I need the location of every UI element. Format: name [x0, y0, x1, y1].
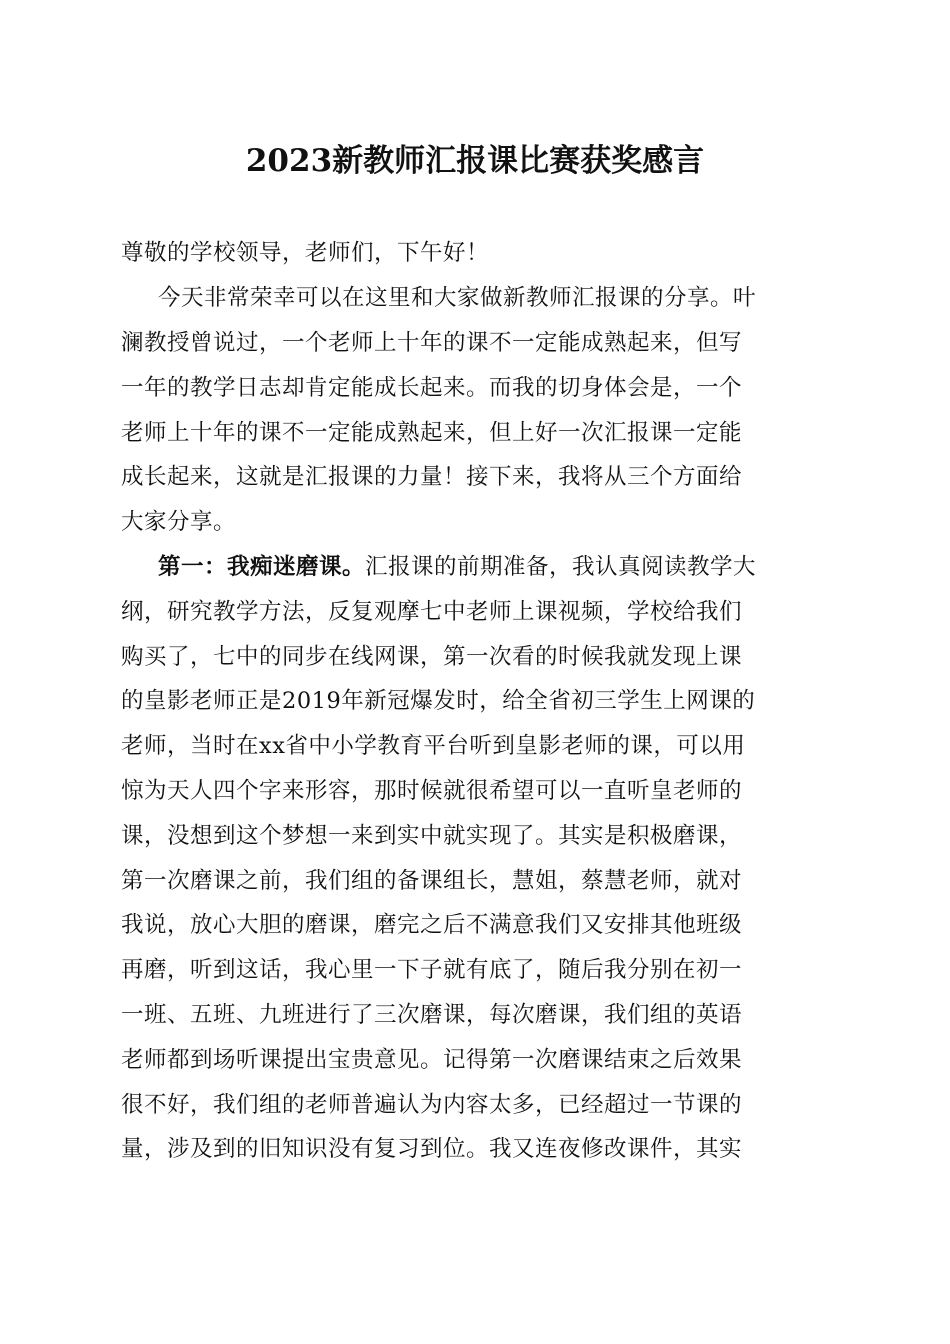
paragraph2-line-11: 一班、五班、九班进行了三次磨课，每次磨课，我们组的英语 — [121, 1002, 743, 1028]
paragraph1-line-6: 大家分享。 — [121, 509, 237, 535]
paragraph2-line-6: 惊为天人四个字来形容，那时候就很希望可以一直听皇老师的 — [121, 778, 743, 804]
paragraph2-line-1-text: 汇报课的前期准备，我认真阅读教学大 — [365, 554, 757, 580]
paragraph2-line-14: 量，涉及到的旧知识没有复习到位。我又连夜修改课件，其实 — [121, 1136, 743, 1162]
document-title: 2023新教师汇报课比赛获奖感言 — [245, 143, 705, 179]
paragraph2-line-5: 老师，当时在xx省中小学教育平台听到皇影老师的课，可以用 — [121, 733, 746, 759]
paragraph2-line-8: 第一次磨课之前，我们组的备课组长，慧姐，蔡慧老师，就对 — [121, 868, 743, 894]
paragraph2-line-7: 课，没想到这个梦想一来到实中就实现了。其实是积极磨课， — [121, 823, 743, 849]
paragraph2-line-4: 的皇影老师正是2019年新冠爆发时，给全省初三学生上网课的 — [121, 688, 756, 714]
paragraph1-line-5: 成长起来，这就是汇报课的力量！接下来，我将从三个方面给 — [121, 464, 743, 490]
greeting-line: 尊敬的学校领导，老师们，下午好！ — [121, 240, 490, 266]
paragraph2-line-2: 纲，研究教学方法，反复观摩七中老师上课视频，学校给我们 — [121, 599, 743, 625]
paragraph1-line-2: 澜教授曾说过，一个老师上十年的课不一定能成熟起来，但写 — [121, 330, 743, 356]
paragraph1-line-1: 今天非常荣幸可以在这里和大家做新教师汇报课的分享。叶 — [158, 285, 757, 311]
paragraph2-line-1 — [158, 552, 826, 582]
paragraph2-line-10: 再磨，听到这话，我心里一下子就有底了，随后我分别在初一 — [121, 957, 743, 983]
paragraph1-line-3: 一年的教学日志却肯定能成长起来。而我的切身体会是，一个 — [121, 375, 743, 401]
paragraph2-line-9: 我说，放心大胆的磨课，磨完之后不满意我们又安排其他班级 — [121, 912, 743, 938]
paragraph1-line-4: 老师上十年的课不一定能成熟起来，但上好一次汇报课一定能 — [121, 420, 743, 446]
section-heading: 第一：我痴迷磨课。 — [158, 554, 366, 580]
paragraph2-line-12: 老师都到场听课提出宝贵意见。记得第一次磨课结束之后效果 — [121, 1047, 743, 1073]
paragraph2-line-3: 购买了，七中的同步在线网课，第一次看的时候我就发现上课 — [121, 644, 743, 670]
paragraph2-line-13: 很不好，我们组的老师普遍认为内容太多，已经超过一节课的 — [121, 1092, 743, 1118]
